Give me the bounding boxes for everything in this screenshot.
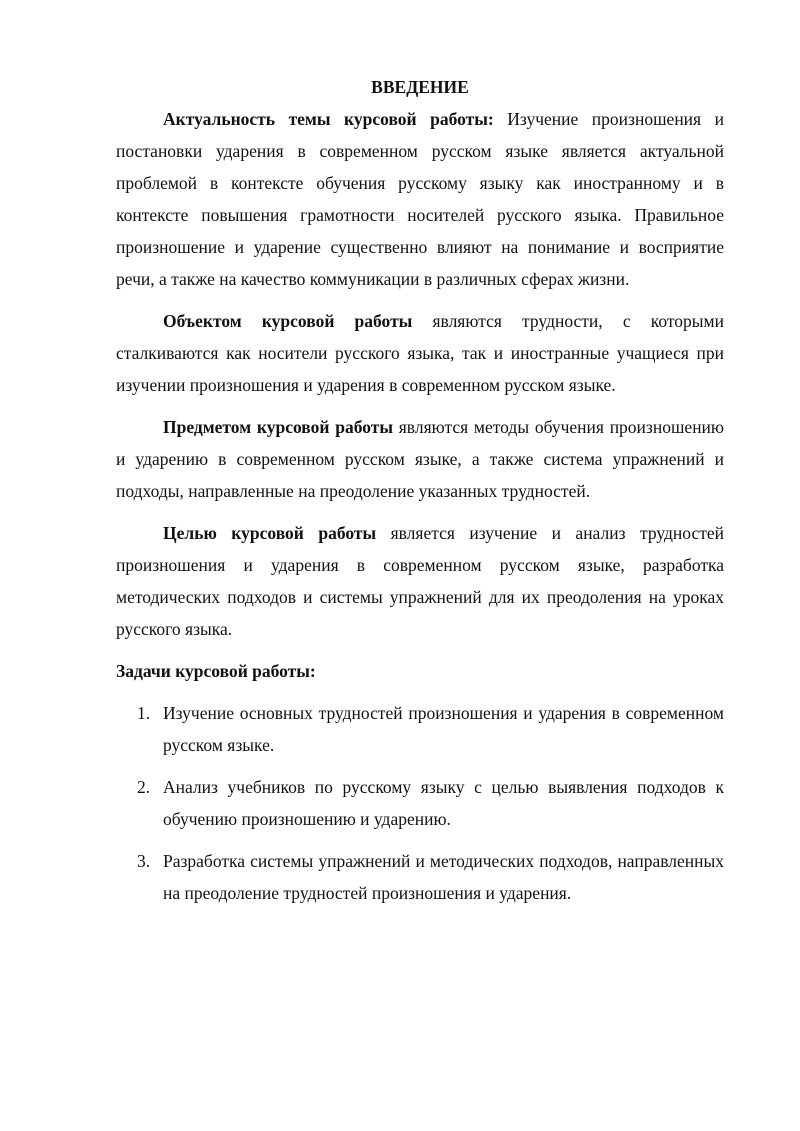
paragraph-object	[116, 305, 724, 401]
list-item-text: Разработка системы упражнений и методических подходов, направленных на преодоление трудностей произношения и ударения.	[163, 851, 724, 903]
list-item-text: Изучение основных трудностей произношения и ударения в современном русском языке.	[163, 703, 724, 755]
paragraph-relevance	[116, 103, 724, 295]
list-item-number: 1.	[137, 703, 151, 723]
paragraph-goal	[116, 517, 724, 645]
paragraph-lead: Предметом курсовой работы	[163, 417, 393, 437]
paragraph-text: являются трудности, с которыми сталкиваются как носители русского языка, так и иностранные учащиеся при изучении произношения и ударения в современном русском языке.	[116, 311, 724, 395]
list-item-number: 3.	[137, 851, 151, 871]
paragraph-lead: Объектом курсовой работы	[163, 311, 413, 331]
task-list	[116, 697, 724, 909]
list-item	[116, 845, 724, 909]
tasks-heading: Задачи курсовой работы:	[116, 661, 316, 681]
paragraph-text: являются методы обучения произношению и ударению в современном русском языке, а также система упражнений и подходы, направленные на преодоление указанных трудностей.	[116, 417, 724, 501]
paragraph-lead: Целью курсовой работы	[163, 523, 377, 543]
list-item	[116, 697, 724, 761]
paragraph-subject	[116, 411, 724, 507]
list-item-number: 2.	[137, 777, 151, 797]
paragraph-lead: Актуальность темы курсовой работы:	[163, 109, 494, 129]
paragraph-text: является изучение и анализ трудностей произношения и ударения в современном русском языке, разработка методических подходов и системы упражнений для их преодоления на уроках русского языка.	[116, 523, 724, 639]
paragraph-text: Изучение произношения и постановки ударения в современном русском языке является актуальной проблемой в контексте обучения русскому языку как иностранному и в контексте повышения грамотности носителей русского языка. Правильное произношение и ударение существенно влияют на понимание и восприятие речи, а также на качество коммуникации в различных сферах жизни.	[116, 109, 724, 289]
list-item	[116, 771, 724, 835]
page-content	[116, 71, 724, 909]
list-item-text: Анализ учебников по русскому языку с целью выявления подходов к обучению произношению и ударению.	[163, 777, 724, 829]
page-title: ВВЕДЕНИЕ	[371, 77, 469, 97]
